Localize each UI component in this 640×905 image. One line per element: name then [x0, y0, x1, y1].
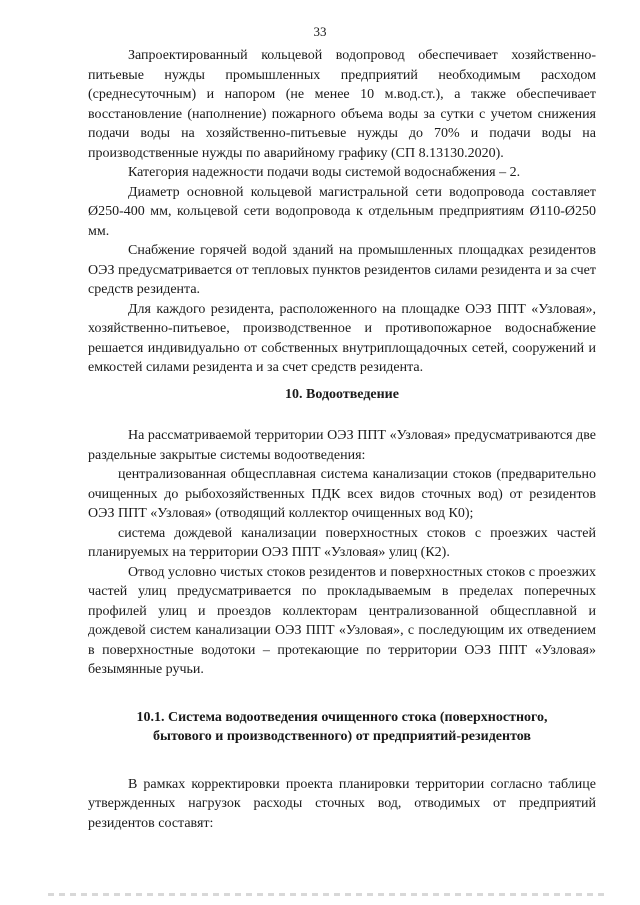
paragraph-reliability-category: Категория надежности подачи воды системой водоснабжения – 2. [128, 165, 521, 180]
paragraph-pipe-diameters: Диаметр основной кольцевой магистральной сети водопровода составляет Ø250-400 мм, кольцевой сети водопровода к отдельным предприятиям Ø110-Ø250 мм. [88, 184, 596, 239]
paragraph-ring-water-supply: Запроектированный кольцевой водопровод обеспечивает хозяйственно-питьевые нужды промышленных предприятий необходимым расходом (среднесуточным) и напором (не менее 10 м.вод.ст.), а также обеспечивает восстановление (наполнение) пожарного объема воды за сутки с учетом снижения подачи воды на хозяйственно-питьевые нужды до 70% и подачи воды на производственные нужды по аварийному графику (СП 8.13130.2020). [88, 48, 596, 161]
list-item-central-sewer: централизованная общесплавная система канализации стоков (предварительно очищенных до рыбохозяйственных ПДК всех видов сточных вод) от резидентов ОЭЗ ППТ «Узловая» (отводящий коллектор очищенных вод К0); [88, 467, 596, 521]
section-10-1-heading-line1: 10.1. Система водоотведения очищенного стока (поверхностного, [136, 709, 548, 725]
paragraph-wastewater-flows: В рамках корректировки проекта планировки территории согласно таблице утвержденных нагрузок расходы сточных вод, отводимых от предприятий резидентов составят: [88, 776, 596, 831]
paragraph-drainage-intro: На рассматриваемой территории ОЭЗ ППТ «Узловая» предусматриваются две раздельные закрытые системы водоотведения: [88, 428, 596, 463]
section-10-heading: 10. Водоотведение [285, 386, 399, 402]
list-item-storm-sewer: система дождевой канализации поверхностных стоков с проезжих частей планируемых на территории ОЭЗ ППТ «Узловая» улиц (К2). [88, 525, 596, 560]
paragraph-resident-supply: Для каждого резидента, расположенного на площадке ОЭЗ ППТ «Узловая», хозяйственно-питьевое, производственное и противопожарное водоснабжение решается индивидуально от собственных внутриплощадочных сетей, сооружений и емкостей силами резидента и за счет средств резидента. [88, 301, 596, 375]
page-number: 33 [313, 24, 327, 39]
paragraph-hot-water: Снабжение горячей водой зданий на промышленных площадках резидентов ОЭЗ предусматривается от тепловых пунктов резидентов силами резидента и за счет средств резидента. [88, 243, 596, 297]
paragraph-runoff-discharge: Отвод условно чистых стоков резидентов и поверхностных стоков с проезжих частей улиц предусматривается по прокладываемым в пределах поперечных профилей улиц и проездов коллекторам централизованной общесплавной и дождевой систем канализации ОЭЗ ППТ «Узловая», с последующим их отведением в поверхностные водотоки – протекающие по территории ОЭЗ ППТ «Узловая» безымянные ручьи. [88, 564, 596, 677]
section-10-1-heading-line2: бытового и производственного) от предприятий-резидентов [153, 729, 531, 744]
document-body [88, 46, 596, 833]
scan-artifact-line [48, 893, 608, 896]
